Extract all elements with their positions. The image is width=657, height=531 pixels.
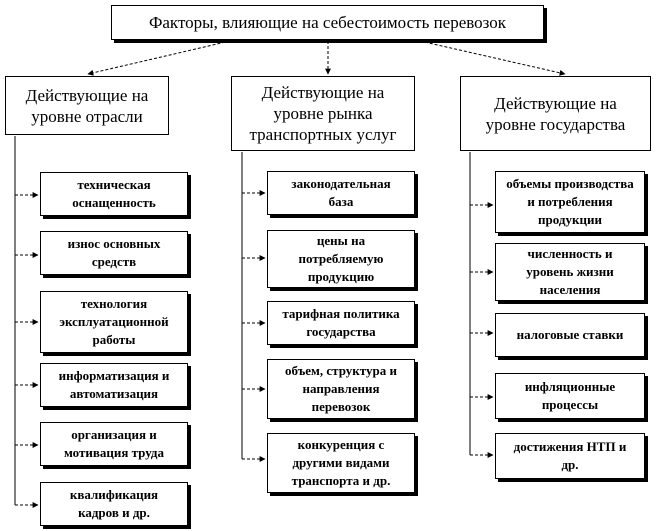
factor-box xyxy=(40,422,188,466)
factor-box xyxy=(495,171,645,233)
factor-text: объем, структура и направления перевозок xyxy=(285,363,397,414)
factor-box xyxy=(267,433,415,493)
factor-text: износ основных средств xyxy=(67,236,161,269)
factor-text: информатизация и автоматизация xyxy=(58,368,170,401)
factor-box xyxy=(267,359,415,419)
arrow-to-state xyxy=(420,41,565,74)
factor-box xyxy=(40,363,188,407)
factor-text: техническая оснащенность xyxy=(72,177,156,210)
heading-industry xyxy=(5,76,169,135)
factor-box xyxy=(40,482,188,526)
factor-text: численность и уровень жизни населения xyxy=(526,246,614,297)
factor-box xyxy=(40,291,188,353)
factor-box xyxy=(495,243,645,301)
factor-text: организация и мотивация труда xyxy=(63,427,165,460)
factor-box xyxy=(267,301,415,345)
heading-industry-text: Действующие на уровне отрасли xyxy=(25,85,149,126)
diagram-title xyxy=(111,5,544,40)
factor-text: цены на потребляемую продукцию xyxy=(298,233,384,284)
factor-text: достижения НТП и др. xyxy=(513,439,627,472)
diagram-title-text: Факторы, влияющие на себестоимость перевозок xyxy=(148,12,507,32)
factor-box xyxy=(267,171,415,215)
factor-box xyxy=(267,230,415,288)
factor-text: квалификация кадров и др. xyxy=(69,487,159,520)
factor-text: инфляционные процессы xyxy=(524,379,616,412)
heading-state xyxy=(460,76,651,151)
heading-state-text: Действующие на уровне государства xyxy=(485,93,626,134)
factor-box xyxy=(495,373,645,419)
factor-text: конкуренция с другими видами транспорта и др. xyxy=(291,437,391,488)
factor-box xyxy=(40,172,188,216)
factor-text: законодательная база xyxy=(291,176,391,209)
heading-market xyxy=(231,76,415,151)
factor-box xyxy=(495,313,645,357)
factor-box xyxy=(40,231,188,275)
factor-box xyxy=(495,433,645,479)
factor-text: объемы производства и потребления продукции xyxy=(506,176,634,227)
heading-market-text: Действующие на уровне рынка транспортных услуг xyxy=(249,83,397,144)
factor-text: технология эксплуатационной работы xyxy=(59,296,169,347)
arrow-to-industry xyxy=(88,41,230,74)
factor-text: тарифная политика государства xyxy=(282,306,400,339)
factor-text: налоговые ставки xyxy=(516,327,624,342)
